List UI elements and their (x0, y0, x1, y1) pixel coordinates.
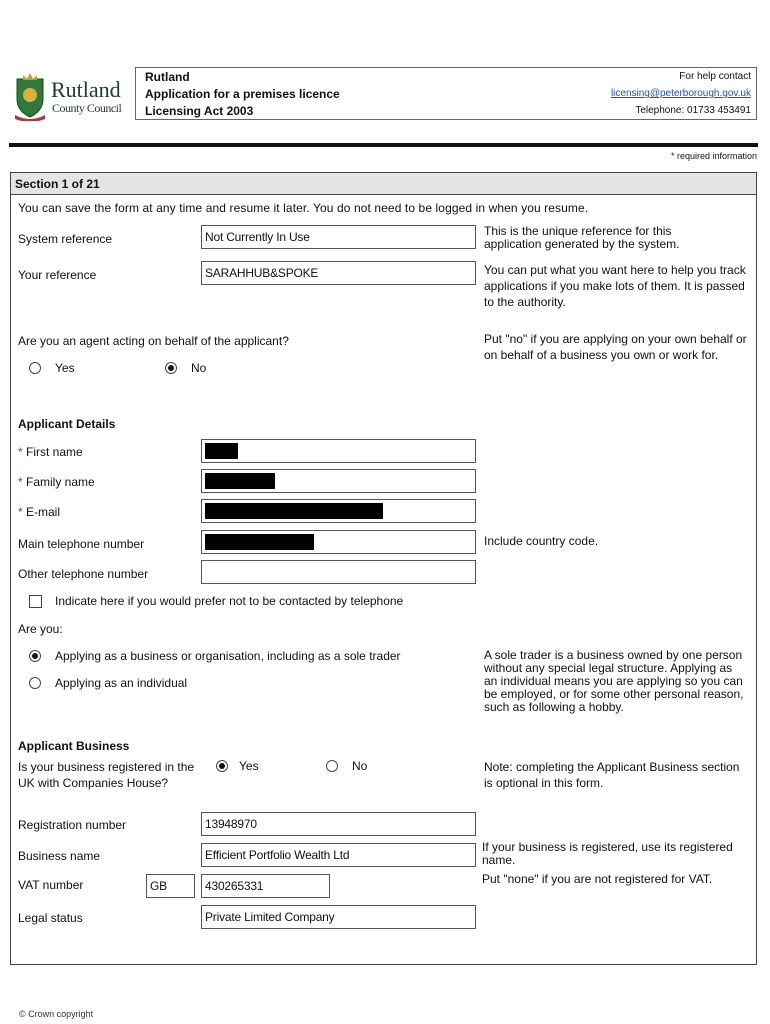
vat-number-label: VAT number (18, 878, 84, 892)
applicant-business-note: Note: completing the Applicant Business section is optional in this form. (484, 760, 740, 790)
crown-copyright: © Crown copyright (19, 1009, 94, 1019)
required-note: * required information (670, 151, 757, 161)
legal-status-label: Legal status (18, 911, 83, 925)
business-name-input[interactable]: Efficient Portfolio Wealth Ltd (201, 843, 476, 867)
vat-help: Put "none" if you are not registered for VAT. (482, 872, 713, 886)
form-title: Application for a premises licence (145, 87, 340, 101)
business-name-help: If your business is registered, use its registered name. (482, 840, 733, 867)
are-you-help: A sole trader is a business owned by one person without any special legal structure. Applying as an individual means you are applying so you can be employed, or for some other personal reason, such as following a hobby. (484, 648, 744, 714)
other-telephone-label: Other telephone number (18, 567, 149, 581)
family-name-input[interactable] (201, 469, 476, 493)
required-marker: * (18, 445, 23, 459)
main-telephone-input[interactable] (201, 530, 476, 554)
registration-number-input[interactable]: 13948970 (201, 812, 476, 836)
companies-house-no-label: No (352, 759, 368, 773)
legal-status-select[interactable]: Private Limited Company (201, 905, 476, 929)
business-applicant-label: Applying as a business or organisation, including as a sole trader (55, 649, 401, 663)
companies-house-yes-label: Yes (239, 759, 259, 773)
email-input[interactable] (201, 499, 476, 523)
email-label: * E-mail (18, 505, 61, 519)
companies-house-question: Is your business registered in the UK with Companies House? (18, 760, 195, 790)
system-reference-label: System reference (18, 232, 113, 246)
redaction (205, 473, 275, 489)
vat-number-input[interactable]: 430265331 (201, 874, 330, 898)
your-reference-label: Your reference (18, 268, 97, 282)
agent-question: Are you an agent acting on behalf of the applicant? (18, 334, 289, 348)
act-title: Licensing Act 2003 (145, 104, 254, 118)
logo-subtitle: County Council (52, 101, 122, 115)
help-telephone: Telephone: 01733 453491 (635, 105, 751, 116)
agent-yes-radio[interactable] (29, 362, 41, 374)
main-telephone-help: Include country code. (484, 534, 599, 548)
main-telephone-label: Main telephone number (18, 537, 145, 551)
agent-help: Put "no" if you are applying on your own behalf or on behalf of a business you own or work for. (484, 332, 747, 362)
help-email-link[interactable]: licensing@peterborough.gov.uk (610, 88, 751, 99)
section-title-bar (10, 172, 757, 195)
council-logo (13, 71, 125, 121)
other-telephone-input[interactable] (201, 560, 476, 584)
companies-house-yes-radio[interactable] (216, 760, 228, 772)
companies-house-no-radio[interactable] (326, 760, 338, 772)
individual-applicant-radio[interactable] (29, 677, 41, 689)
vat-prefix-input[interactable]: GB (146, 874, 195, 898)
required-marker: * (18, 505, 23, 519)
business-name-label: Business name (18, 849, 101, 863)
your-reference-help: You can put what you want here to help you track applications if you make lots of them. It is passed to the authority. (484, 263, 746, 309)
applicant-business-heading: Applicant Business (18, 739, 130, 753)
family-name-label: * Family name (18, 475, 95, 489)
header-org: Rutland (145, 70, 190, 84)
agent-no-radio[interactable] (165, 362, 177, 374)
required-marker: * (18, 475, 23, 489)
are-you-label: Are you: (18, 622, 63, 636)
business-applicant-radio[interactable] (29, 650, 41, 662)
system-reference-field: Not Currently In Use (201, 225, 476, 249)
header-divider (9, 143, 758, 147)
section-title: Section 1 of 21 (15, 177, 100, 191)
no-telephone-contact-label: Indicate here if you would prefer not to be contacted by telephone (55, 594, 404, 608)
your-reference-input[interactable]: SARAHHUB&SPOKE (201, 261, 476, 285)
individual-applicant-label: Applying as an individual (55, 676, 188, 690)
agent-yes-label: Yes (55, 361, 75, 375)
registration-number-label: Registration number (18, 818, 127, 832)
system-reference-help: This is the unique reference for this application generated by the system. (484, 224, 680, 251)
applicant-details-heading: Applicant Details (18, 417, 116, 431)
redaction (205, 534, 314, 550)
redaction (205, 503, 383, 519)
redaction (205, 443, 238, 459)
logo-name: Rutland (51, 77, 121, 102)
council-crest-icon (13, 71, 47, 121)
section-intro: You can save the form at any time and resume it later. You do not need to be logged in when you resume. (18, 201, 589, 215)
agent-no-label: No (191, 361, 207, 375)
first-name-input[interactable] (201, 439, 476, 463)
help-contact-label: For help contact (679, 71, 751, 82)
first-name-label: * First name (18, 445, 83, 459)
no-telephone-contact-checkbox[interactable] (29, 595, 42, 608)
